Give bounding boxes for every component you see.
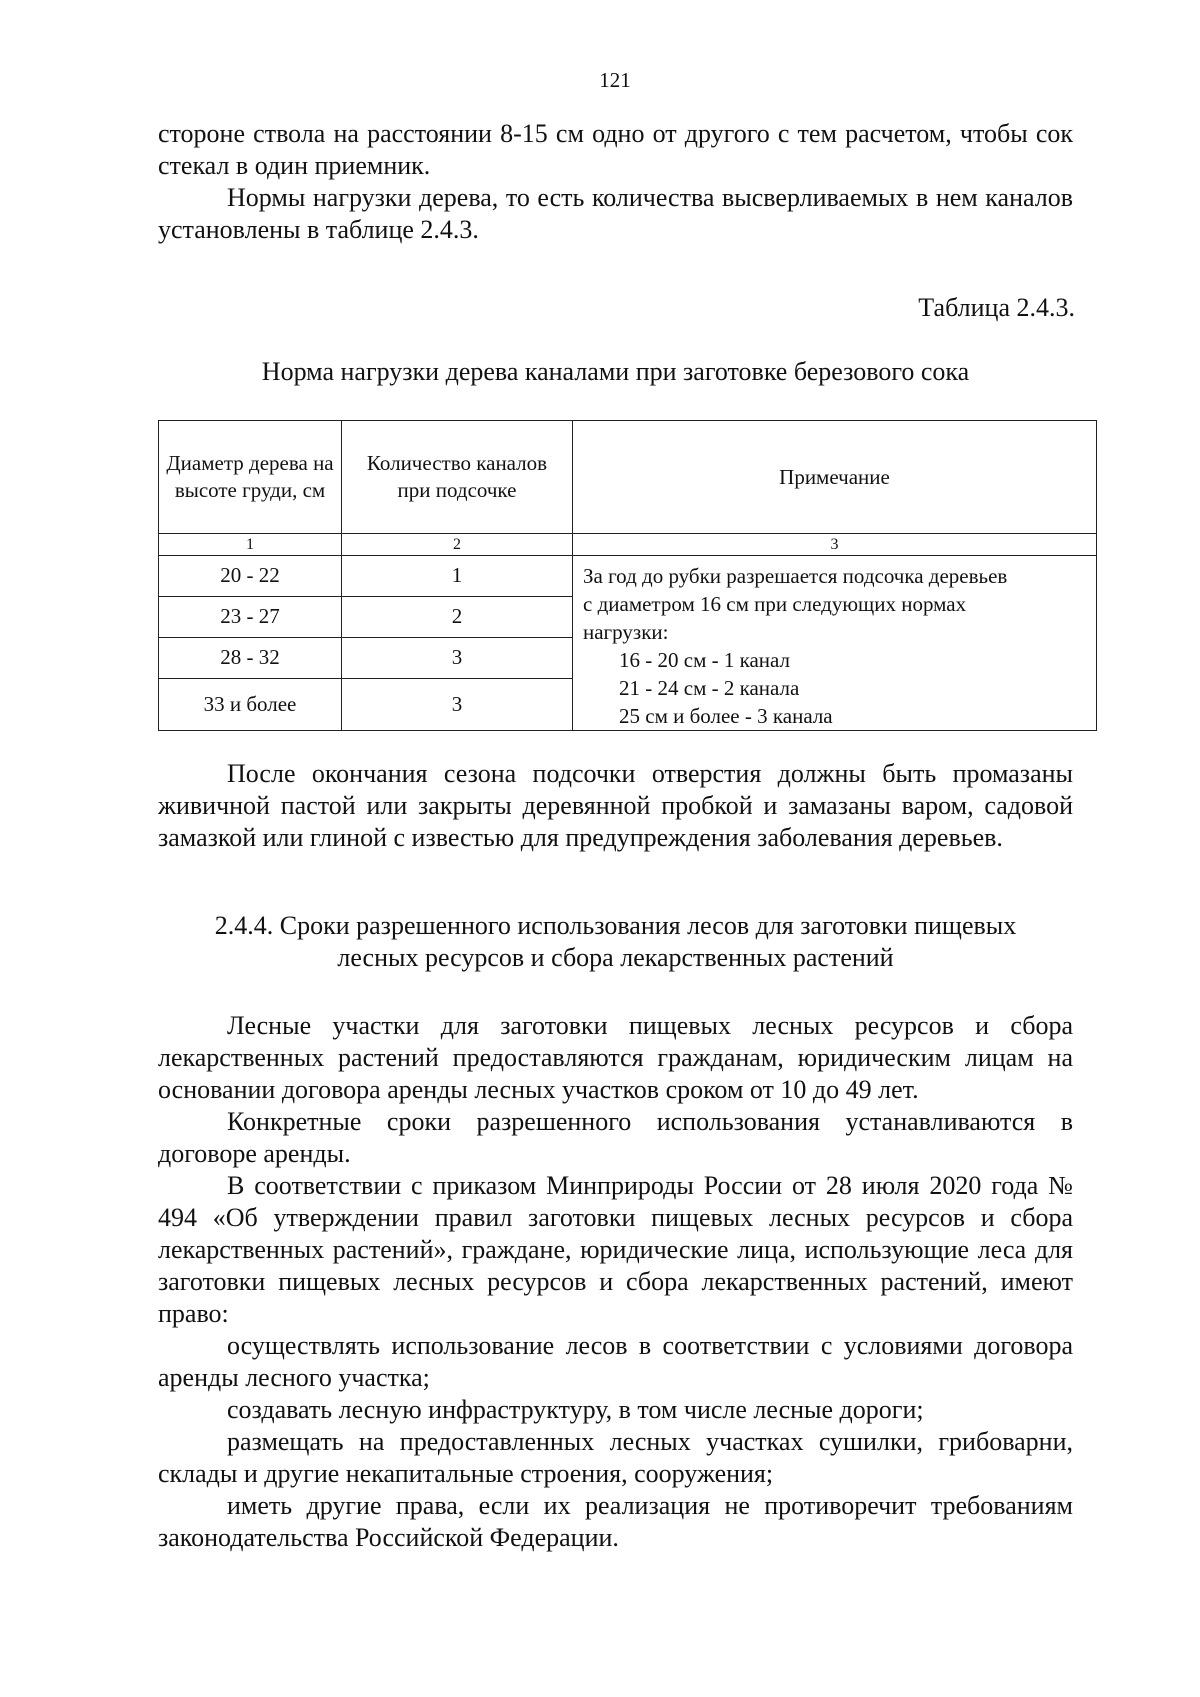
cell-channels: 2	[342, 596, 573, 637]
table-title: Норма нагрузки дерева каналами при заготовке березового сока	[261, 357, 970, 386]
section-heading	[158, 910, 1073, 974]
section-paragraph-3: В соответствии с приказом Минприроды России от 28 июля 2020 года № 494 «Об утверждении правил заготовки пищевых лесных ресурсов и сбора лекарственных растений», граждане, юридические лица, использующие леса для заготовки пищевых лесных ресурсов и сбора лекарственных растений, имеют право:	[158, 1171, 1073, 1328]
cell-diameter: 33 и более	[159, 678, 342, 730]
note-item: 21 - 24 см - 2 канала	[619, 676, 800, 700]
section-paragraph-6: размещать на предоставленных лесных участках сушилки, грибоварни, склады и другие некапитальные строения, сооружения;	[158, 1427, 1073, 1488]
table-label: Таблица 2.4.3.	[918, 293, 1075, 322]
column-number: 2	[342, 534, 573, 556]
header-channels: Количество каналов при подсочке	[342, 421, 573, 534]
section-body	[158, 1010, 1073, 1554]
note-line: с диаметром 16 см при следующих нормах	[583, 592, 967, 616]
cell-diameter: 23 - 27	[159, 596, 342, 637]
section-heading-line-2: лесных ресурсов и сбора лекарственных растений	[337, 943, 894, 972]
note-item: 25 см и более - 3 канала	[619, 704, 833, 728]
header-diameter: Диаметр дерева на высоте груди, см	[159, 421, 342, 534]
section-heading-line-1: 2.4.4. Сроки разрешенного использования лесов для заготовки пищевых	[214, 911, 1017, 940]
cell-diameter: 20 - 22	[159, 556, 342, 597]
table-header-row	[159, 421, 1097, 534]
intro-paragraph-2: Нормы нагрузки дерева, то есть количества высверливаемых в нем каналов установлены в таблице 2.4.3.	[158, 183, 1073, 244]
note-line: нагрузки:	[583, 620, 669, 644]
cell-note	[573, 556, 1097, 731]
section-paragraph-4: осуществлять использование лесов в соответствии с условиями договора аренды лесного участка;	[158, 1331, 1073, 1392]
header-note: Примечание	[573, 421, 1097, 534]
section-paragraph-5: создавать лесную инфраструктуру, в том числе лесные дороги;	[227, 1395, 924, 1424]
section-paragraph-7: иметь другие права, если их реализация не противоречит требованиям законодательства Российской Федерации.	[158, 1491, 1073, 1552]
column-number: 1	[159, 534, 342, 556]
norm-table	[158, 420, 1097, 731]
column-number: 3	[573, 534, 1097, 556]
table-row	[159, 556, 1097, 597]
section-paragraph-1: Лесные участки для заготовки пищевых лесных ресурсов и сбора лекарственных растений предоставляются гражданам, юридическим лицам на основании договора аренды лесных участков сроком от 10 до 49 лет.	[158, 1011, 1073, 1104]
intro-paragraph-1: стороне ствола на расстоянии 8-15 см одно от другого с тем расчетом, чтобы сок стекал в один приемник.	[158, 119, 1073, 180]
cell-channels: 1	[342, 556, 573, 597]
cell-diameter: 28 - 32	[159, 637, 342, 678]
cell-channels: 3	[342, 637, 573, 678]
after-table-paragraph: После окончания сезона подсочки отверстия должны быть промазаны живичной пастой или закрыты деревянной пробкой и замазаны варом, садовой замазкой или глиной с известью для предупреждения заболевания деревьев.	[158, 759, 1073, 852]
note-line: За год до рубки разрешается подсочка деревьев	[583, 564, 1008, 588]
page-number: 121	[599, 68, 631, 92]
cell-channels: 3	[342, 678, 573, 730]
section-paragraph-2: Конкретные сроки разрешенного использования устанавливаются в договоре аренды.	[158, 1107, 1073, 1168]
table-column-numbers	[159, 534, 1097, 556]
after-table-text	[158, 758, 1073, 854]
note-item: 16 - 20 см - 1 канал	[619, 648, 791, 672]
intro-text	[158, 118, 1073, 246]
